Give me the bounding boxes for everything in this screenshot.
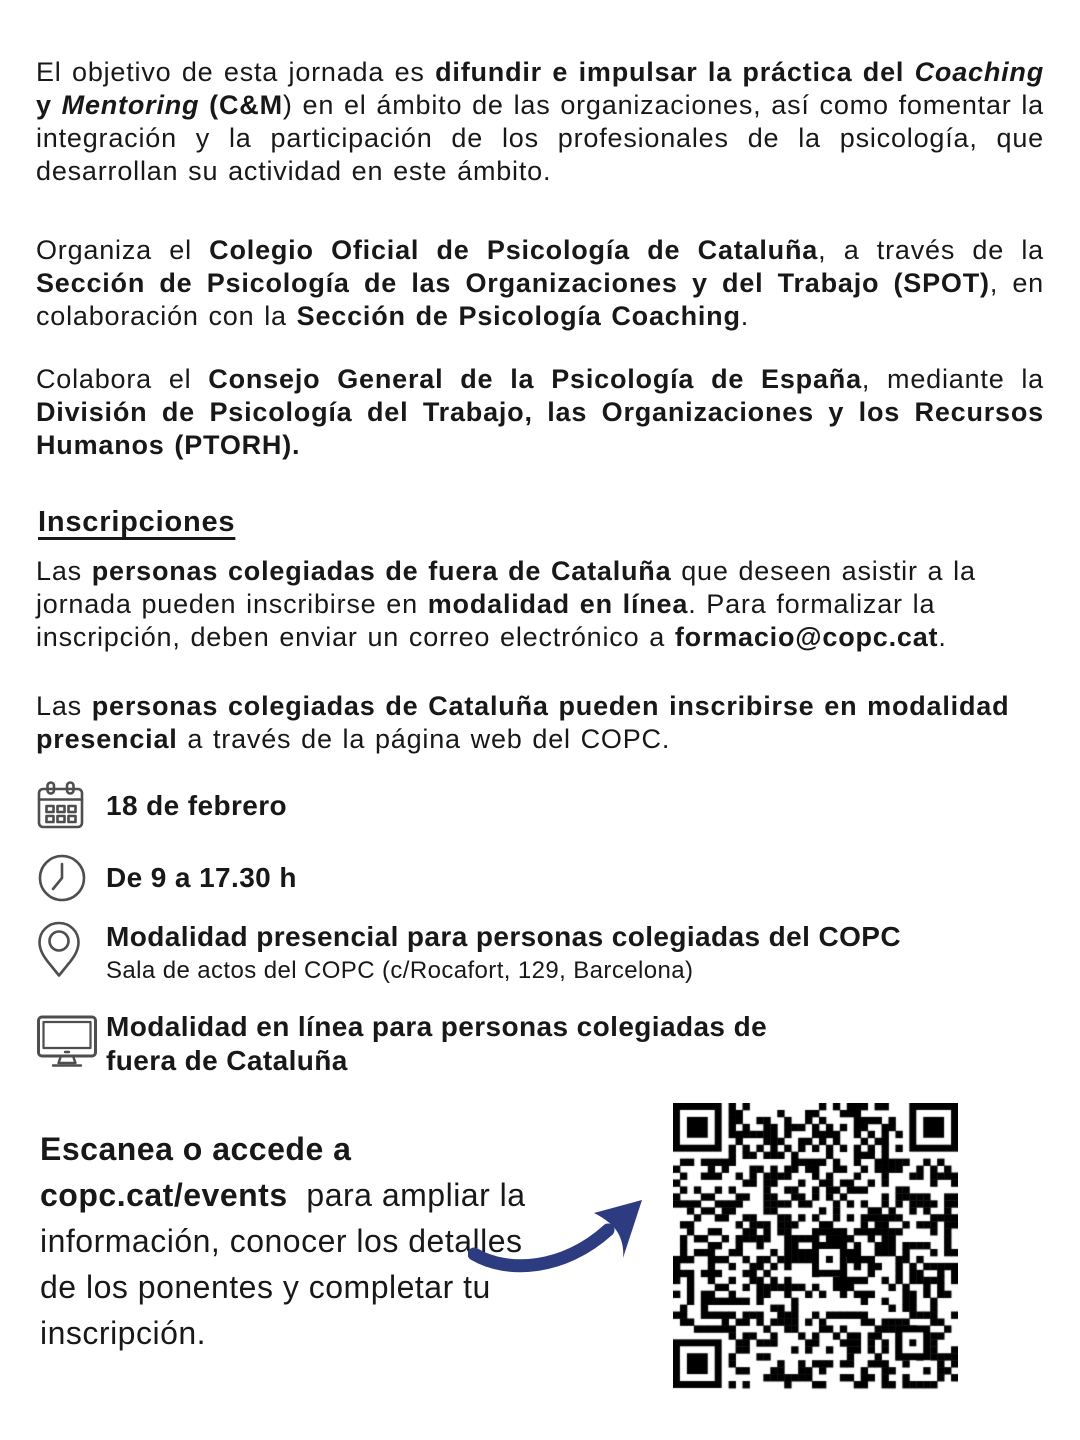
- onsite-mode-venue: Sala de actos del COPC (c/Rocafort, 129, Barcelona): [106, 957, 694, 984]
- intro-paragraph: El objetivo de esta jornada es difundir e impulsar la práctica del Coaching y Mentoring (C&M) en el ámbito de las organizaciones, así como fomentar la integración y la participación de los profesionales de la psicología, que desarrollan su actividad en este ámbito.: [36, 57, 1045, 186]
- arrow-icon: [468, 1196, 650, 1278]
- online-mode-title: Modalidad en línea para personas colegiadas de fuera de Cataluña: [106, 1011, 768, 1076]
- list-item-onsite-mode: [36, 920, 901, 988]
- event-details-list: [36, 780, 901, 1078]
- organizer-paragraph: Organiza el Colegio Oficial de Psicología de Cataluña, a través de la Sección de Psicología de las Organizaciones y del Trabajo (SPOT), en colaboración con la Sección de Psicología Coaching.: [36, 235, 1044, 331]
- calendar-icon: [36, 780, 106, 832]
- event-time: De 9 a 17.30 h: [106, 862, 297, 893]
- online-registration-paragraph: Las personas colegiadas de fuera de Cataluña que deseen asistir a la jornada pueden inscribirse en modalidad en línea. Para formalizar la inscripción, deben enviar un correo electrónico a formacio@copc.cat.: [36, 556, 976, 652]
- collaborator-paragraph: Colabora el Consejo General de la Psicología de España, mediante la División de Psicología del Trabajo, las Organizaciones y los Recursos Humanos (PTORH).: [36, 364, 1045, 460]
- location-pin-icon: [36, 920, 106, 988]
- clock-icon: [36, 852, 106, 904]
- monitor-icon: [36, 1010, 106, 1068]
- inscriptions-heading: Inscripciones: [38, 506, 236, 538]
- onsite-mode-text: [106, 920, 901, 986]
- list-item-time: [36, 852, 901, 904]
- list-item-date: [36, 780, 901, 832]
- onsite-mode-title: Modalidad presencial para personas colegiadas del COPC: [106, 921, 901, 952]
- onsite-registration-paragraph: Las personas colegiadas de Cataluña pueden inscribirse en modalidad presencial a través de la página web del COPC.: [36, 691, 1010, 754]
- cta-text: Escanea o accede a copc.cat/events para ampliar la información, conocer los detalles de los ponentes y completar tu inscripción.: [40, 1131, 535, 1351]
- list-item-online-mode: [36, 1010, 901, 1078]
- event-date: 18 de febrero: [106, 790, 288, 821]
- qr-code: [673, 1103, 958, 1390]
